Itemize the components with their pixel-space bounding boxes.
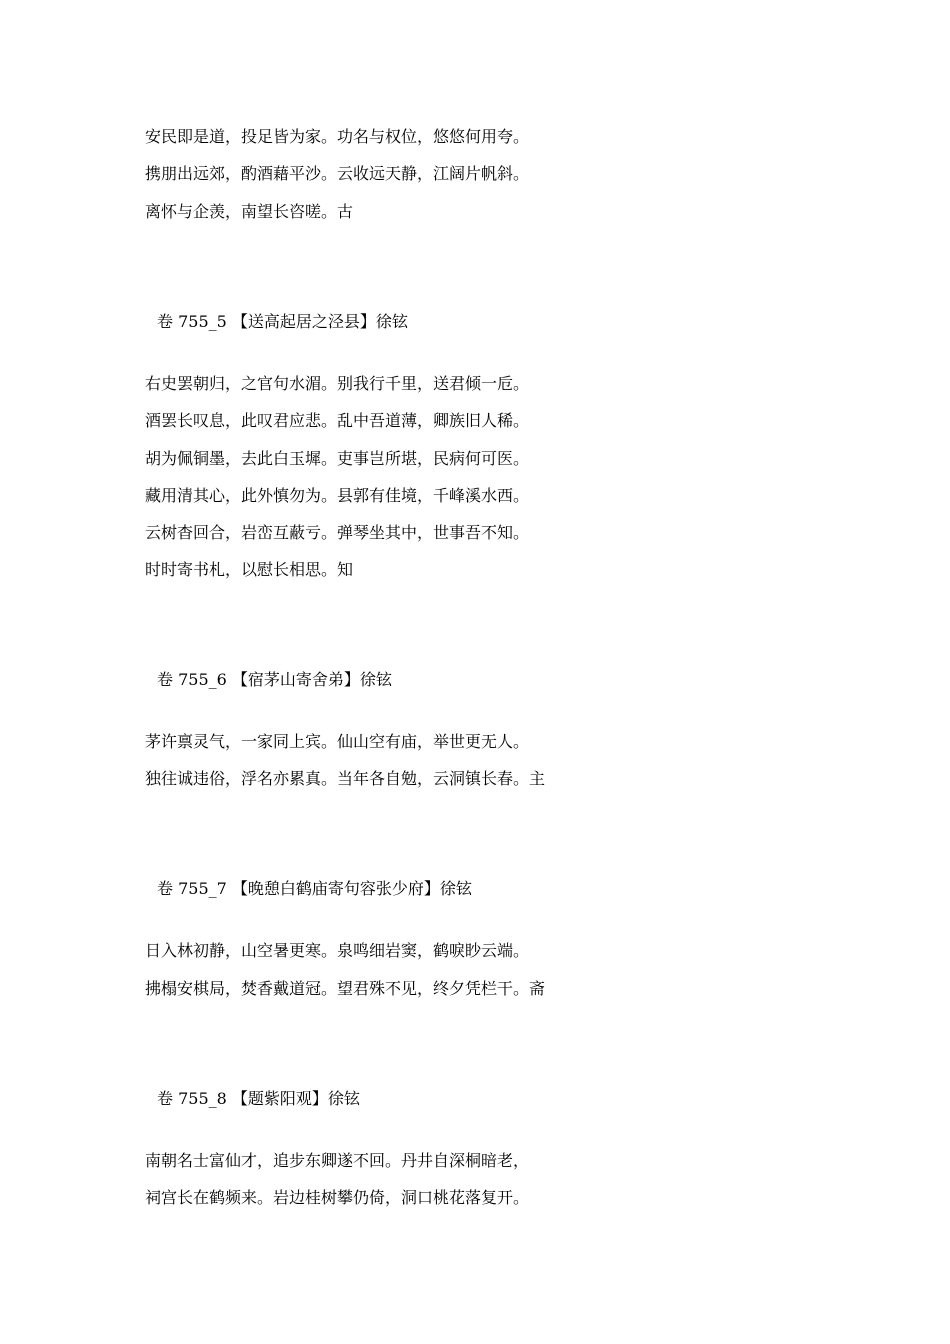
poem-line: 藏用清其心，此外慎勿为。县郭有佳境，千峰溪水西。 xyxy=(145,486,530,505)
poem-line: 拂榻安棋局，焚香戴道冠。望君殊不见，终夕凭栏干。斋 xyxy=(145,979,546,998)
poem-line: 携朋出远郊，酌酒藉平沙。云收远天静，江阔片帆斜。 xyxy=(145,164,530,183)
poem-line: 右史罢朝归，之官句水湄。别我行千里，送君倾一卮。 xyxy=(145,374,530,393)
poem-line: 胡为佩铜墨，去此白玉墀。吏事岂所堪，民病何可医。 xyxy=(145,449,530,468)
poem-line: 日入林初静，山空暑更寒。泉鸣细岩窦，鹤唳眇云端。 xyxy=(145,941,530,960)
poem-line: 南朝名士富仙才，追步东卿遂不回。丹井自深桐暗老， xyxy=(145,1151,530,1170)
poem-heading: 卷 755_6 【宿茅山寄舍弟】徐铉 xyxy=(157,670,392,689)
poem-line: 云树杳回合，岩峦互蔽亏。弹琴坐其中，世事吾不知。 xyxy=(145,523,530,542)
poem-line: 安民即是道，投足皆为家。功名与权位，悠悠何用夸。 xyxy=(145,127,530,146)
poem-heading: 卷 755_7 【晚憩白鹤庙寄句容张少府】徐铉 xyxy=(157,879,472,898)
poem-line: 独往诚违俗，浮名亦累真。当年各自勉，云洞镇长春。主 xyxy=(145,769,546,788)
poem-line: 茅许禀灵气，一家同上宾。仙山空有庙，举世更无人。 xyxy=(145,732,530,751)
poem-line: 时时寄书札，以慰长相思。知 xyxy=(145,560,354,579)
poem-line: 祠宫长在鹤频来。岩边桂树攀仍倚，洞口桃花落复开。 xyxy=(145,1188,530,1207)
poem-heading: 卷 755_5 【送高起居之泾县】徐铉 xyxy=(157,312,408,331)
poem-heading: 卷 755_8 【题紫阳观】徐铉 xyxy=(157,1089,360,1108)
poem-line: 离怀与企羡，南望长咨嗟。古 xyxy=(145,202,354,221)
poem-line: 酒罢长叹息，此叹君应悲。乱中吾道薄，卿族旧人稀。 xyxy=(145,411,530,430)
